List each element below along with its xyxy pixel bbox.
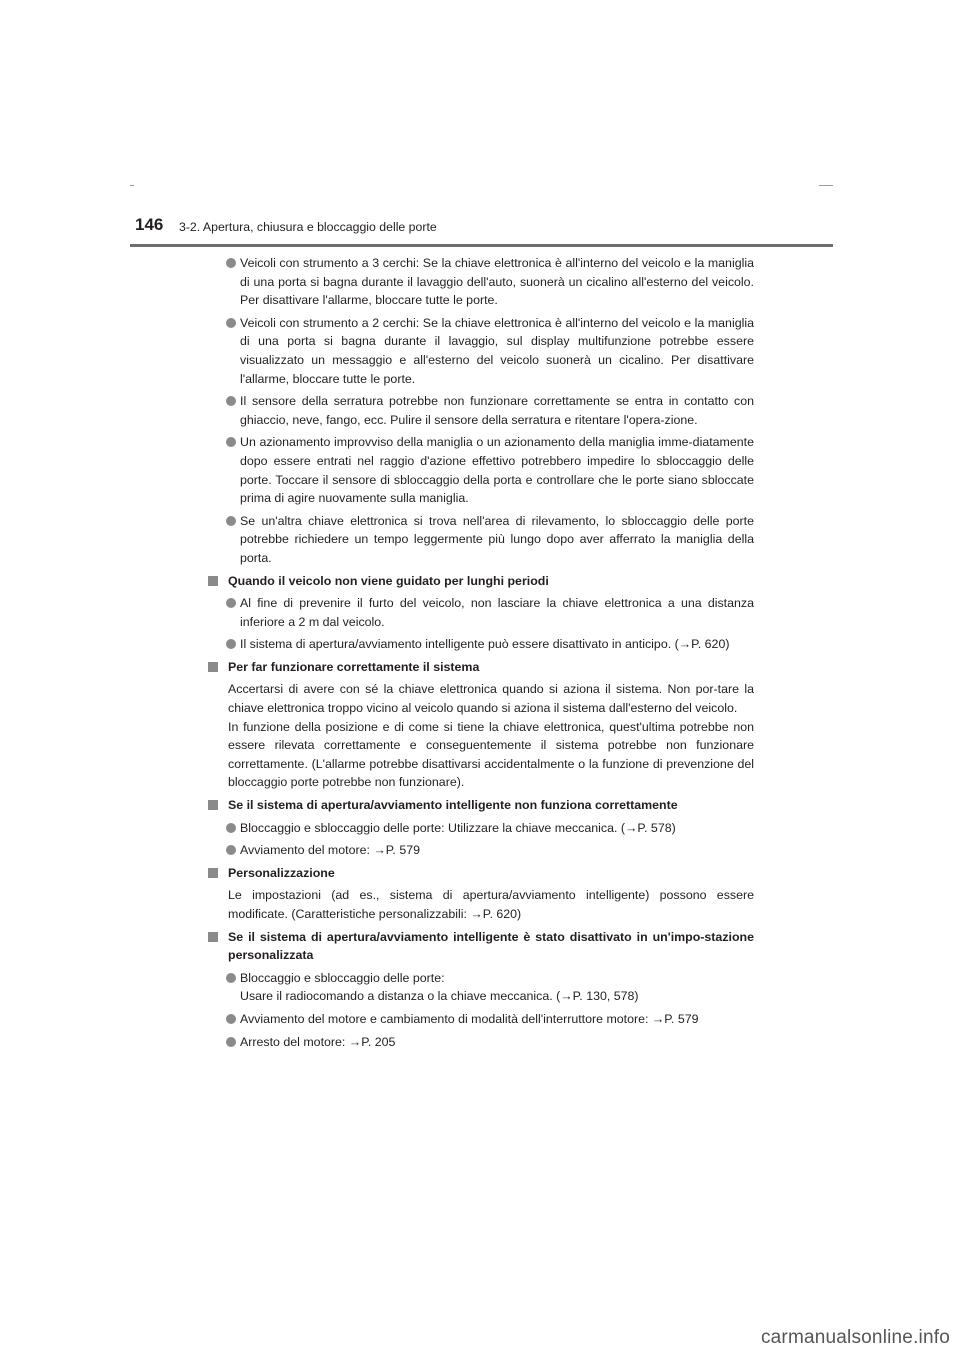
- paragraph-text: Le impostazioni (ad es., sistema di apertura/avviamento intelligente) possono essere modificate. (Caratteristiche personalizzabili: →P. 620): [228, 888, 754, 921]
- bullet-dot-icon: [226, 396, 236, 406]
- bullet-item: [208, 969, 754, 1006]
- bullet-dot-icon: [226, 973, 236, 983]
- heading-square-icon: [208, 576, 218, 586]
- heading-text: Personalizzazione: [228, 865, 335, 880]
- bullet-dot-icon: [226, 1037, 236, 1047]
- heading-text: Se il sistema di apertura/avviamento intelligente non funziona correttamente: [228, 798, 678, 813]
- section-heading: [208, 864, 754, 883]
- manual-body: [208, 254, 754, 1055]
- heading-square-icon: [208, 662, 218, 672]
- bullet-text: Usare il radiocomando a distanza o la chiave meccanica. (→P. 130, 578): [240, 989, 639, 1004]
- paragraph: [208, 886, 754, 923]
- section-heading: [208, 796, 754, 815]
- bullet-dot-icon: [226, 823, 236, 833]
- bullet-item: [208, 1033, 754, 1052]
- heading-square-icon: [208, 932, 218, 942]
- bullet-dot-icon: [226, 845, 236, 855]
- heading-text: Per far funzionare correttamente il sistema: [228, 659, 480, 674]
- page-header: [130, 215, 833, 248]
- heading-text: Se il sistema di apertura/avviamento intelligente è stato disattivato in un'impo-stazione personalizzata: [228, 929, 754, 963]
- crop-mark-right: [819, 185, 833, 186]
- footer-watermark: carmanualsonline.info: [760, 1327, 950, 1348]
- heading-square-icon: [208, 800, 218, 810]
- bullet-text: Un azionamento improvviso della maniglia o un azionamento della maniglia imme-diatamente dopo essere entrati nel raggio d'azione effettivo potrebbero impedire lo sbloccaggio delle porte. Toccare il sensore di sbloccaggio della porta e controllare che le porte siano sbloccate prima di agire nuovamente sulla maniglia.: [240, 435, 754, 506]
- bullet-item: [208, 392, 754, 429]
- bullet-text: Avviamento del motore e cambiamento di modalità dell'interruttore motore: →P. 579: [240, 1011, 699, 1026]
- header-divider: [130, 244, 833, 247]
- bullet-dot-icon: [226, 639, 236, 649]
- bullet-item: [208, 594, 754, 631]
- bullet-text: Il sensore della serratura potrebbe non funzionare correttamente se entra in contatto con ghiaccio, neve, fango, ecc. Pulire il sensore della serratura e ritentare l'opera-zione.: [240, 394, 754, 427]
- bullet-item: [208, 1010, 754, 1029]
- bullet-dot-icon: [226, 1014, 236, 1024]
- bullet-item: [208, 635, 754, 654]
- heading-square-icon: [208, 868, 218, 878]
- section-heading: [208, 572, 754, 591]
- bullet-item: [208, 433, 754, 507]
- bullet-item: [208, 314, 754, 388]
- bullet-dot-icon: [226, 516, 236, 526]
- paragraph-text: In funzione della posizione e di come si tiene la chiave elettronica, quest'ultima potrebbe non essere rilevata correttamente e conseguentemente il sistema potrebbe non funzionare correttamente. (L'allarme potrebbe disattivarsi accidentalmente o la funzione di prevenzione del bloccaggio porte potrebbe non funzionare).: [228, 719, 754, 790]
- bullet-text: Arresto del motore: →P. 205: [240, 1034, 396, 1049]
- heading-text: Quando il veicolo non viene guidato per lunghi periodi: [228, 573, 549, 588]
- bullet-text: Al fine di prevenire il furto del veicolo, non lasciare la chiave elettronica a una distanza inferiore a 2 m dal veicolo.: [240, 596, 754, 629]
- crop-mark-left: [130, 185, 134, 186]
- paragraph-text: Accertarsi di avere con sé la chiave elettronica quando si aziona il sistema. Non por-tare la chiave elettronica troppo vicino al veicolo quando si aziona il sistema dall'esterno del veicolo.: [228, 682, 754, 716]
- section-heading: [208, 928, 754, 965]
- bullet-text: Bloccaggio e sbloccaggio delle porte:: [240, 970, 445, 985]
- bullet-text: Il sistema di apertura/avviamento intelligente può essere disattivato in anticipo. (→P. 620): [240, 637, 730, 652]
- bullet-text: Se un'altra chiave elettronica si trova nell'area di rilevamento, lo sbloccaggio delle porte potrebbe richiedere un tempo leggermente più lungo dopo aver afferrato la maniglia della porta.: [240, 513, 754, 565]
- page-number: 146: [135, 215, 164, 234]
- bullet-dot-icon: [226, 437, 236, 447]
- section-heading: [208, 658, 754, 677]
- bullet-item: [208, 841, 754, 860]
- bullet-dot-icon: [226, 258, 236, 268]
- bullet-item: [208, 254, 754, 310]
- bullet-dot-icon: [226, 598, 236, 608]
- bullet-text: Veicoli con strumento a 3 cerchi: Se la chiave elettronica è all'interno del veicolo e la maniglia di una porta si bagna durante il lavaggio dell'auto, suonerà un cicalino all'esterno del veicolo. Per disattivare l'allarme, bloccare tutte le porte.: [240, 256, 754, 308]
- bullet-item: [208, 512, 754, 568]
- section-title: 3-2. Apertura, chiusura e bloccaggio delle porte: [179, 220, 437, 234]
- bullet-text: Bloccaggio e sbloccaggio delle porte: Utilizzare la chiave meccanica. (→P. 578): [240, 820, 676, 835]
- bullet-text: Veicoli con strumento a 2 cerchi: Se la chiave elettronica è all'interno del veicolo e la maniglia di una porta si bagna durante il lavaggio, sul display multifunzione potrebbe essere visualizzato un messaggio e all'esterno del veicolo suonerà un cicalino. Per disattivare l'allarme, bloccare tutte le porte.: [240, 315, 754, 386]
- bullet-item: [208, 819, 754, 838]
- paragraph: [208, 680, 754, 792]
- bullet-dot-icon: [226, 318, 236, 328]
- bullet-text: Avviamento del motore: →P. 579: [240, 843, 420, 858]
